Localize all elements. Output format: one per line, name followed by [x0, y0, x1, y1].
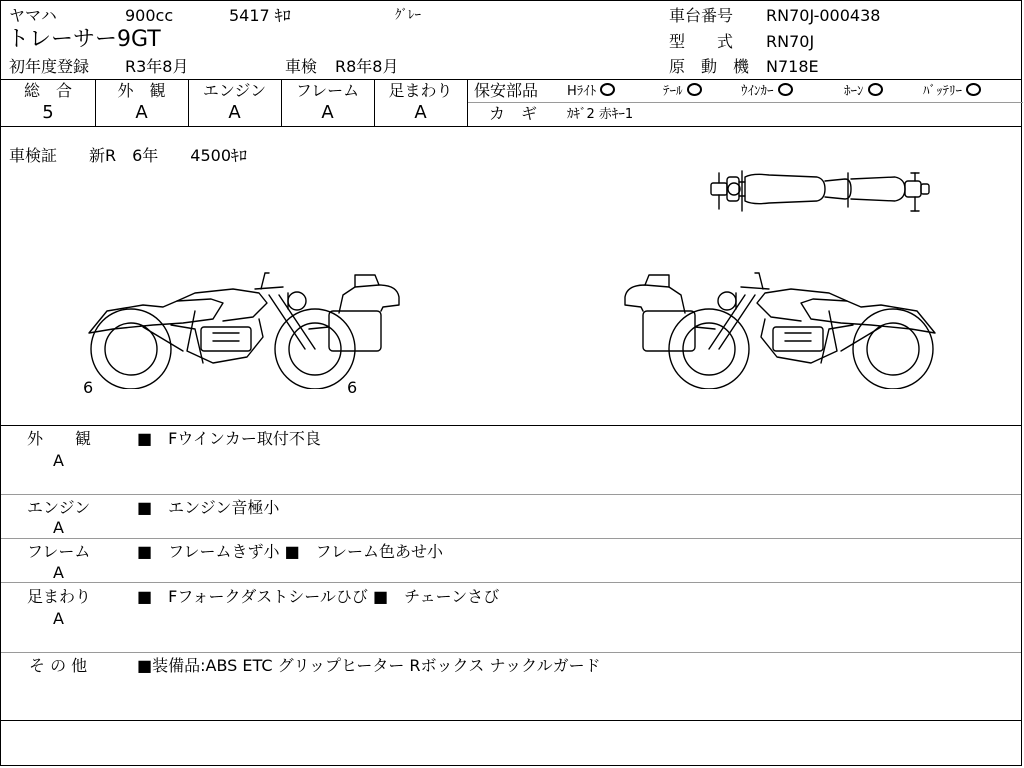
tire-value-rear: 6	[347, 378, 358, 397]
divider	[1, 79, 1021, 80]
divider	[1, 425, 1021, 426]
grade-label-engine: エンジン	[202, 81, 267, 100]
inspection-label: 車検	[285, 57, 318, 76]
remark-grade-exterior: A	[53, 451, 64, 470]
ok-mark-icon	[778, 83, 793, 96]
remark-text-frame: ■ フレームきず小 ■ フレーム色あせ小	[137, 542, 444, 561]
grade-value-frame: A	[321, 102, 334, 123]
divider	[467, 79, 468, 126]
remark-text-engine: ■ エンジン音極小	[137, 498, 280, 517]
safety-item-winker: ｳｲﾝｶｰ	[741, 83, 793, 101]
remark-text-exterior: ■ Fウインカー取付不良	[137, 429, 321, 448]
ok-mark-icon	[868, 83, 883, 96]
first-reg-label: 初年度登録	[9, 57, 90, 76]
remark-grade-frame: A	[53, 563, 64, 582]
remark-label-exterior: 外 観	[27, 429, 92, 448]
motorcycle-left-view	[83, 267, 405, 389]
divider	[1, 582, 1021, 583]
ok-mark-icon	[966, 83, 981, 96]
grade-label-frame: フレーム	[295, 81, 360, 100]
frame-no-value: RN70J-000438	[766, 6, 881, 25]
safety-item-horn: ﾎｰﾝ	[844, 83, 883, 101]
safety-item-battery: ﾊﾞｯﾃﾘｰ	[923, 83, 981, 101]
grade-value-total: 5	[42, 102, 54, 123]
inspection-value: R8年8月	[335, 57, 399, 76]
remark-label-suspension: 足まわり	[27, 587, 92, 606]
displacement: 900cc	[125, 6, 174, 25]
divider	[1, 652, 1021, 653]
type-value: RN70J	[766, 32, 815, 51]
ok-mark-icon	[687, 83, 702, 96]
motorcycle-top-view	[705, 167, 939, 217]
frame-no-label: 車台番号	[669, 6, 734, 25]
grade-label-total: 総 合	[23, 81, 72, 100]
divider	[1, 538, 1021, 539]
safety-item-tail: ﾃｰﾙ	[663, 83, 702, 101]
divider	[1, 720, 1021, 721]
safety-label: 保安部品	[474, 81, 539, 100]
key-value: ｶｷﾞ2 赤ｷｰ1	[567, 107, 634, 122]
divider	[1, 494, 1021, 495]
odometer: 5417 ｷﾛ	[229, 6, 291, 25]
model-name: トレーサー9GT	[7, 27, 161, 52]
ok-mark-icon	[600, 83, 615, 96]
grade-label-exterior: 外 観	[117, 81, 166, 100]
tire-value-front: 6	[83, 378, 94, 397]
remark-grade-engine: A	[53, 518, 64, 537]
type-label: 型 式	[669, 32, 734, 51]
grade-value-engine: A	[228, 102, 241, 123]
remark-grade-suspension: A	[53, 609, 64, 628]
key-label: カ ギ	[489, 104, 538, 123]
divider	[468, 102, 1023, 103]
engine-label: 原 動 機	[669, 57, 750, 76]
remark-label-other: そ の 他	[29, 656, 88, 675]
color: ｸﾞﾚｰ	[395, 8, 421, 23]
remark-text-suspension: ■ Fフォークダストシールひび ■ チェーンさび	[137, 587, 500, 606]
engine-value: N718E	[766, 57, 819, 76]
remark-label-frame: フレーム	[27, 542, 91, 561]
first-reg-value: R3年8月	[125, 57, 189, 76]
grade-label-suspension: 足まわり	[388, 81, 453, 100]
grade-value-exterior: A	[135, 102, 148, 123]
divider	[1, 126, 1021, 127]
certificate-info: 車検証 新R 6年 4500ｷﾛ	[9, 146, 248, 165]
safety-item-headlight: Hﾗｲﾄ	[567, 83, 615, 101]
grade-value-suspension: A	[414, 102, 427, 123]
maker: ヤマハ	[9, 6, 57, 25]
motorcycle-right-view	[619, 267, 941, 389]
remark-label-engine: エンジン	[27, 498, 91, 517]
remark-text-other: ■装備品:ABS ETC グリップヒーター Rボックス ナックルガード	[137, 656, 601, 675]
